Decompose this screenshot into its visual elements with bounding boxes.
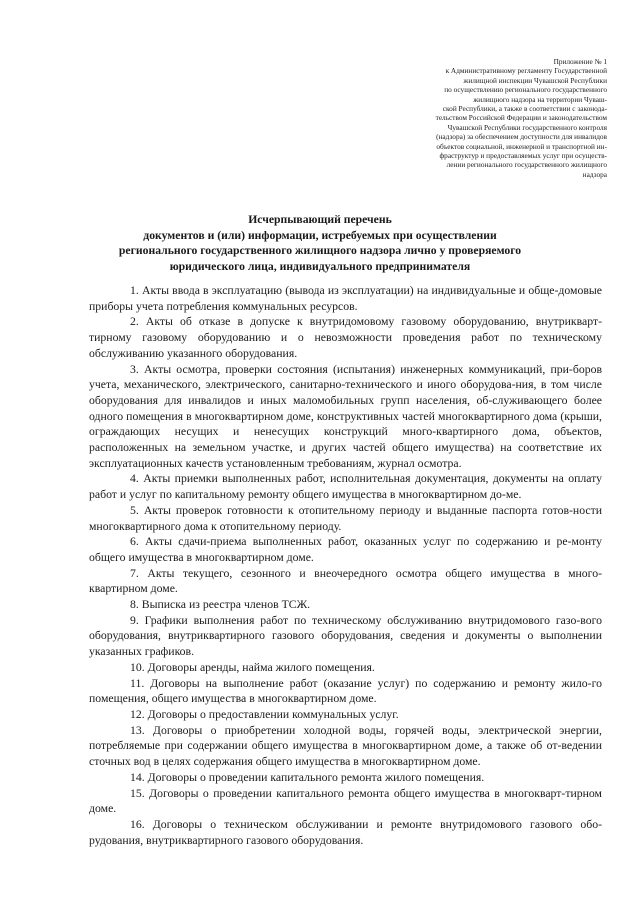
- appendix-line: (надзора) за обеспечением доступности для инвалидов: [436, 132, 607, 142]
- appendix-line: по осуществлению регионального государственного: [444, 85, 607, 95]
- list-item: 5. Акты проверок готовности к отопительному периоду и выданные паспорта готов-ности многоквартирного дома к отопительному периоду.: [89, 503, 602, 533]
- appendix-line: фраструктур и предоставляемых услуг при осуществ-: [439, 151, 607, 161]
- list-item: 11. Договоры на выполнение работ (оказание услуг) по содержанию и ремонту жило-го помещения, общего имущества в многоквартирном доме.: [89, 676, 602, 706]
- list-item: 12. Договоры о предоставлении коммунальных услуг.: [130, 707, 399, 721]
- appendix-line: надзора: [582, 169, 607, 179]
- appendix-line: к Административному регламенту Государственной: [445, 66, 607, 76]
- appendix-line: жилищного надзора на территории Чуваш-: [473, 94, 607, 104]
- list-item: 8. Выписка из реестра членов ТСЖ.: [130, 598, 311, 612]
- appendix-line: жилищной инспекции Чувашской Республики: [463, 75, 607, 85]
- document-list: [89, 283, 602, 848]
- appendix-line: Чувашской Республики государственного контроля: [447, 122, 607, 132]
- list-item: 13. Договоры о приобретении холодной воды, горячей воды, электрической энергии, потребляемые при содержании общего имущества в многоквартирном доме, а также об от-ведении сточных вод в целях содержания общего имущества в многоквартирном доме.: [89, 723, 602, 769]
- list-item: 6. Акты сдачи-приема выполненных работ, оказанных услуг по содержанию и ре-монту общего имущества в многоквартирном доме.: [89, 535, 602, 564]
- document-title: [110, 212, 530, 275]
- list-item: 2. Акты об отказе в допуске к внутридомовому газовому оборудованию, внутрикварт-тирному газовому оборудованию и о невозможности проведения работ по техническому обслуживанию указанного оборудования.: [89, 315, 602, 360]
- title-line: Исчерпывающий перечень: [248, 213, 392, 226]
- list-item: 9. Графики выполнения работ по техническому обслуживанию внутридомового газо-вого оборудования, внутриквартирного газового оборудования, сведения и документы о выполнении указанных графиков.: [89, 613, 602, 659]
- appendix-line: Приложение № 1: [553, 57, 607, 66]
- list-item: 3. Акты осмотра, проверки состояния (испытания) инженерных коммуникаций, при-боров учета, механического, электрического, санитарно-технического и иного оборудова-ния, в том числе оборудования для инвалидов и иных маломобильных групп населения, об-служивающего более одного помещения в многоквартирном доме, конструктивных частей многоквартирного дома (крыши, ограждающих несущих и ненесущих конструкций много-квартирного дома, объектов, расположенных на земельном участке, и других частей общего имущества) на соответствие их эксплуатационных качеств установленным требованиям, журнал осмотра.: [89, 362, 602, 470]
- list-item: 10. Договоры аренды, найма жилого помещения.: [130, 660, 375, 674]
- list-item: 4. Акты приемки выполненных работ, исполнительная документация, документы на оплату работ и услуг по капитальному ремонту общего имущества в многоквартирном до-ме.: [89, 472, 602, 502]
- title-line: юридического лица, индивидуального предпринимателя: [169, 260, 471, 274]
- list-item: 7. Акты текущего, сезонного и внеочередного осмотра общего имущества в много-квартирном доме.: [89, 566, 602, 596]
- list-item: 15. Договоры о проведении капитального ремонта общего имущества в многокварт-тирном доме.: [89, 786, 602, 816]
- appendix-line: объектов социальной, инженерной и транспортной ин-: [436, 141, 607, 151]
- appendix-note: [395, 57, 607, 179]
- appendix-line: лении регионального государственного жилищного: [446, 160, 607, 170]
- list-item: 14. Договоры о проведении капитального ремонта жилого помещения.: [130, 770, 485, 784]
- appendix-line: ской Республики, а также в соответствии с законода-: [442, 104, 607, 114]
- list-item: 1. Акты ввода в эксплуатацию (вывода из эксплуатации) на индивидуальные и обще-домовые приборы учета потребления коммунальных ресурсов.: [89, 284, 602, 313]
- title-line: регионального государственного жилищного надзора лично у проверяемого: [118, 244, 522, 258]
- appendix-line: тельством Российской Федерации и законодательством: [435, 113, 607, 123]
- list-item: 16. Договоры о техническом обслуживании и ремонте внутридомового газового обо-рудования, внутриквартирного газового оборудования.: [89, 817, 602, 847]
- title-line: документов и (или) информации, истребуемых при осуществлении: [143, 228, 497, 242]
